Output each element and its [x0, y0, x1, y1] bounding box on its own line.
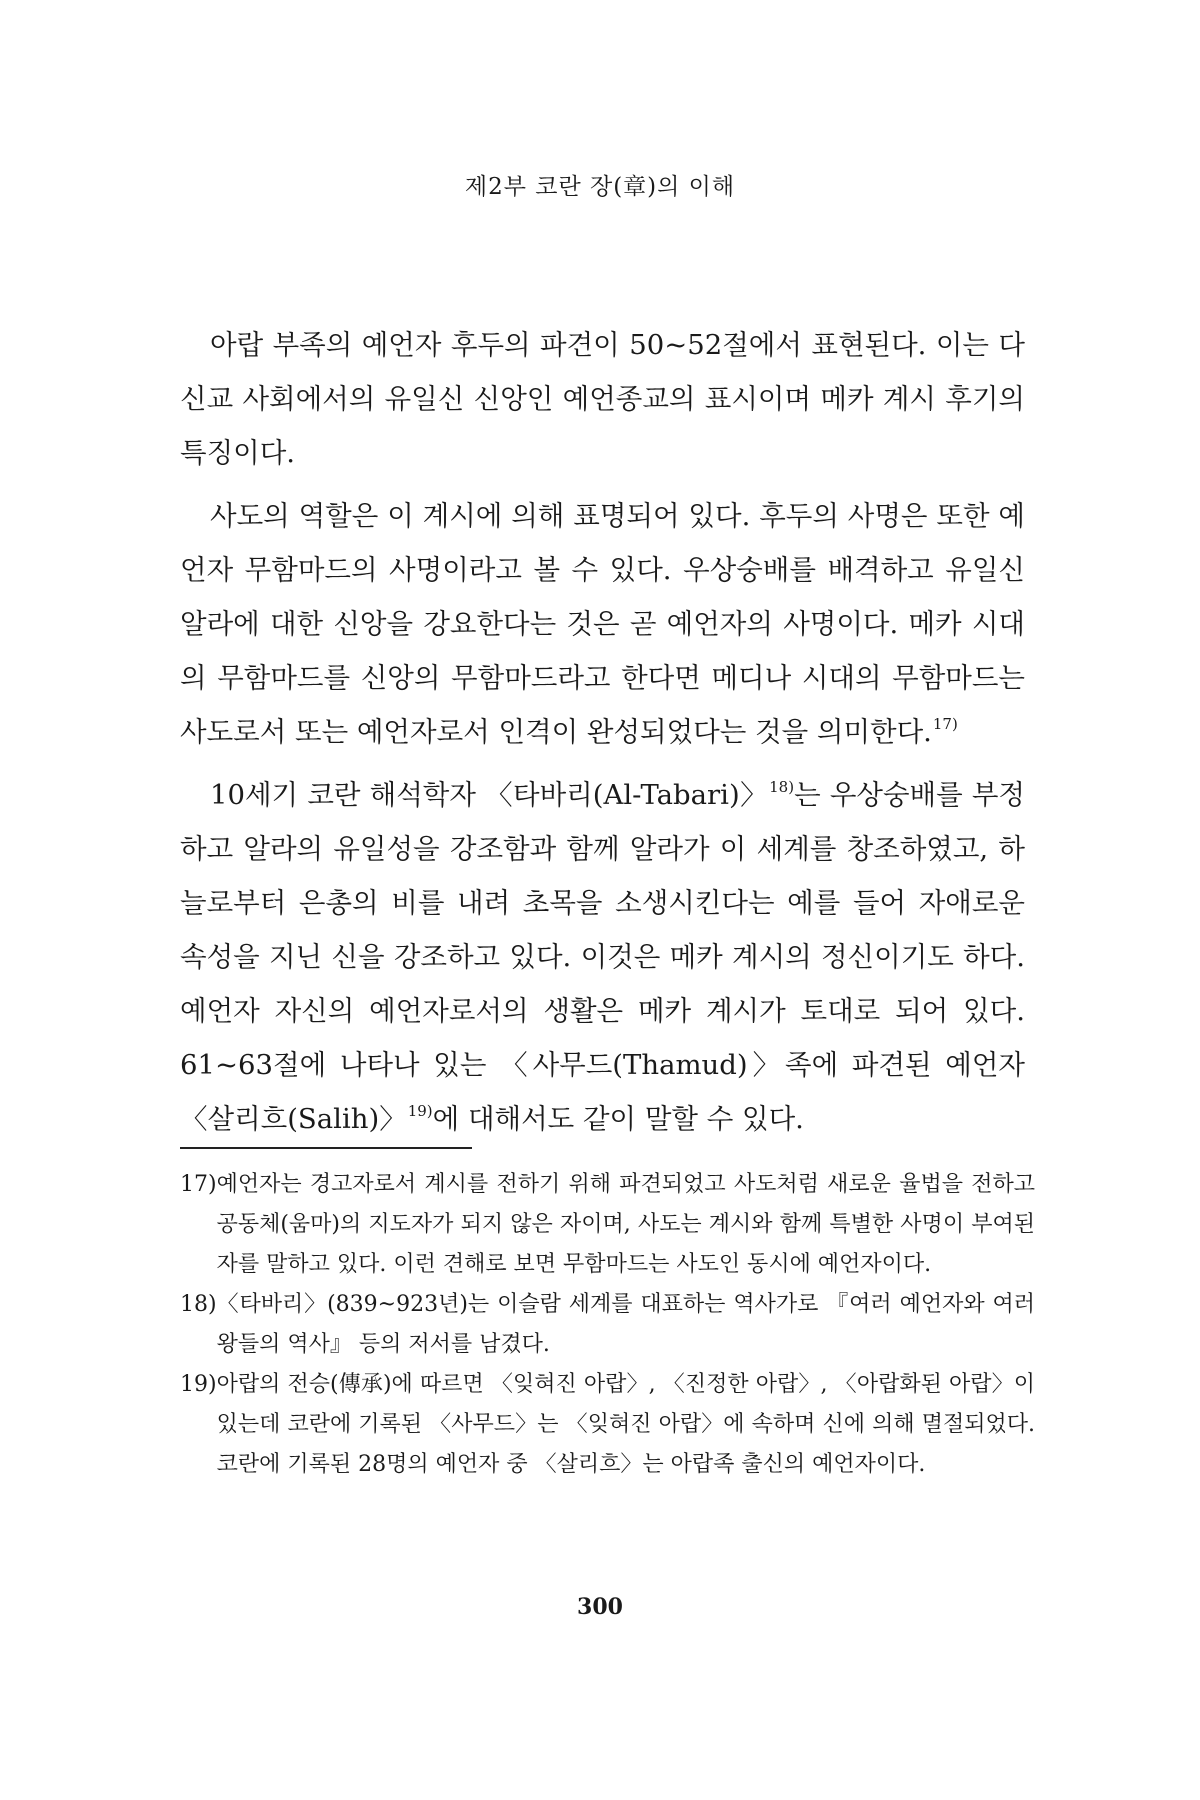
footnote-number: 17)	[180, 1172, 217, 1197]
paragraph-3-text-b: 는 우상숭배를 부정하고 알라의 유일성을 강조함과 함께 알라가 이 세계를 창조하였고, 하늘로부터 은총의 비를 내려 초목을 소생시킨다는 예를 들어 자애로운 속성을 지닌 신을 강조하고 있다. 이것은 메카 계시의 정신이기도 하다. 예언자 자신의 예언자로서의 생활은 메카 계시가 토대로 되어 있다. 61~63절에 나타나 있는 〈사무드(Thamud)〉족에 파견된 예언자 〈살리흐(Salih)〉	[180, 779, 1025, 1135]
footnote-18	[180, 1285, 1035, 1365]
footnote-ref-18: 18)	[769, 778, 795, 796]
footnote-number: 18)	[180, 1292, 217, 1317]
footnote-number: 19)	[180, 1372, 217, 1397]
main-text	[180, 318, 1025, 1146]
footnote-text: 예언자는 경고자로서 계시를 전하기 위해 파견되었고 사도처럼 새로운 율법을 전하고 공동체(움마)의 지도자가 되지 않은 자이며, 사도는 계시와 함께 특별한 사명이 부여된 자를 말하고 있다. 이런 견해로 보면 무함마드는 사도인 동시에 예언자이다.	[216, 1172, 1035, 1277]
paragraph-3	[180, 768, 1025, 1146]
footnote-ref-17: 17)	[932, 715, 958, 733]
paragraph-3-text-c: 에 대해서도 같이 말할 수 있다.	[432, 1103, 804, 1135]
page-number: 300	[577, 1594, 623, 1620]
footnote-text: 〈타바리〉(839~923년)는 이슬람 세계를 대표하는 역사가로 『여러 예언자와 여러 왕들의 역사』 등의 저서를 남겼다.	[216, 1292, 1035, 1357]
paragraph-3-text-a: 10세기 코란 해석학자 〈타바리(Al-Tabari)〉	[210, 779, 769, 811]
footnote-divider	[180, 1147, 472, 1149]
footnote-ref-19: 19)	[407, 1102, 433, 1120]
paragraph-2	[180, 489, 1025, 759]
paragraph-2-text: 사도의 역할은 이 계시에 의해 표명되어 있다. 후두의 사명은 또한 예언자 무함마드의 사명이라고 볼 수 있다. 우상숭배를 배격하고 유일신 알라에 대한 신앙을 강요한다는 것은 곧 예언자의 사명이다. 메카 시대의 무함마드를 신앙의 무함마드라고 한다면 메디나 시대의 무함마드는 사도로서 또는 예언자로서 인격이 완성되었다는 것을 의미한다.	[180, 500, 1025, 748]
footnote-17	[180, 1165, 1035, 1285]
paragraph-1: 아랍 부족의 예언자 후두의 파견이 50~52절에서 표현된다. 이는 다신교 사회에서의 유일신 신앙인 예언종교의 표시이며 메카 계시 후기의 특징이다.	[180, 329, 1025, 469]
footnotes	[180, 1165, 1035, 1485]
running-head: 제2부 코란 장(章)의 이해	[464, 174, 736, 200]
footnote-text: 아랍의 전승(傳承)에 따르면 〈잊혀진 아랍〉, 〈진정한 아랍〉, 〈아랍화된 아랍〉이 있는데 코란에 기록된 〈사무드〉는 〈잊혀진 아랍〉에 속하며 신에 의해 멸절되었다. 코란에 기록된 28명의 예언자 중 〈살리흐〉는 아랍족 출신의 예언자이다.	[216, 1372, 1035, 1477]
footnote-19	[180, 1365, 1035, 1485]
